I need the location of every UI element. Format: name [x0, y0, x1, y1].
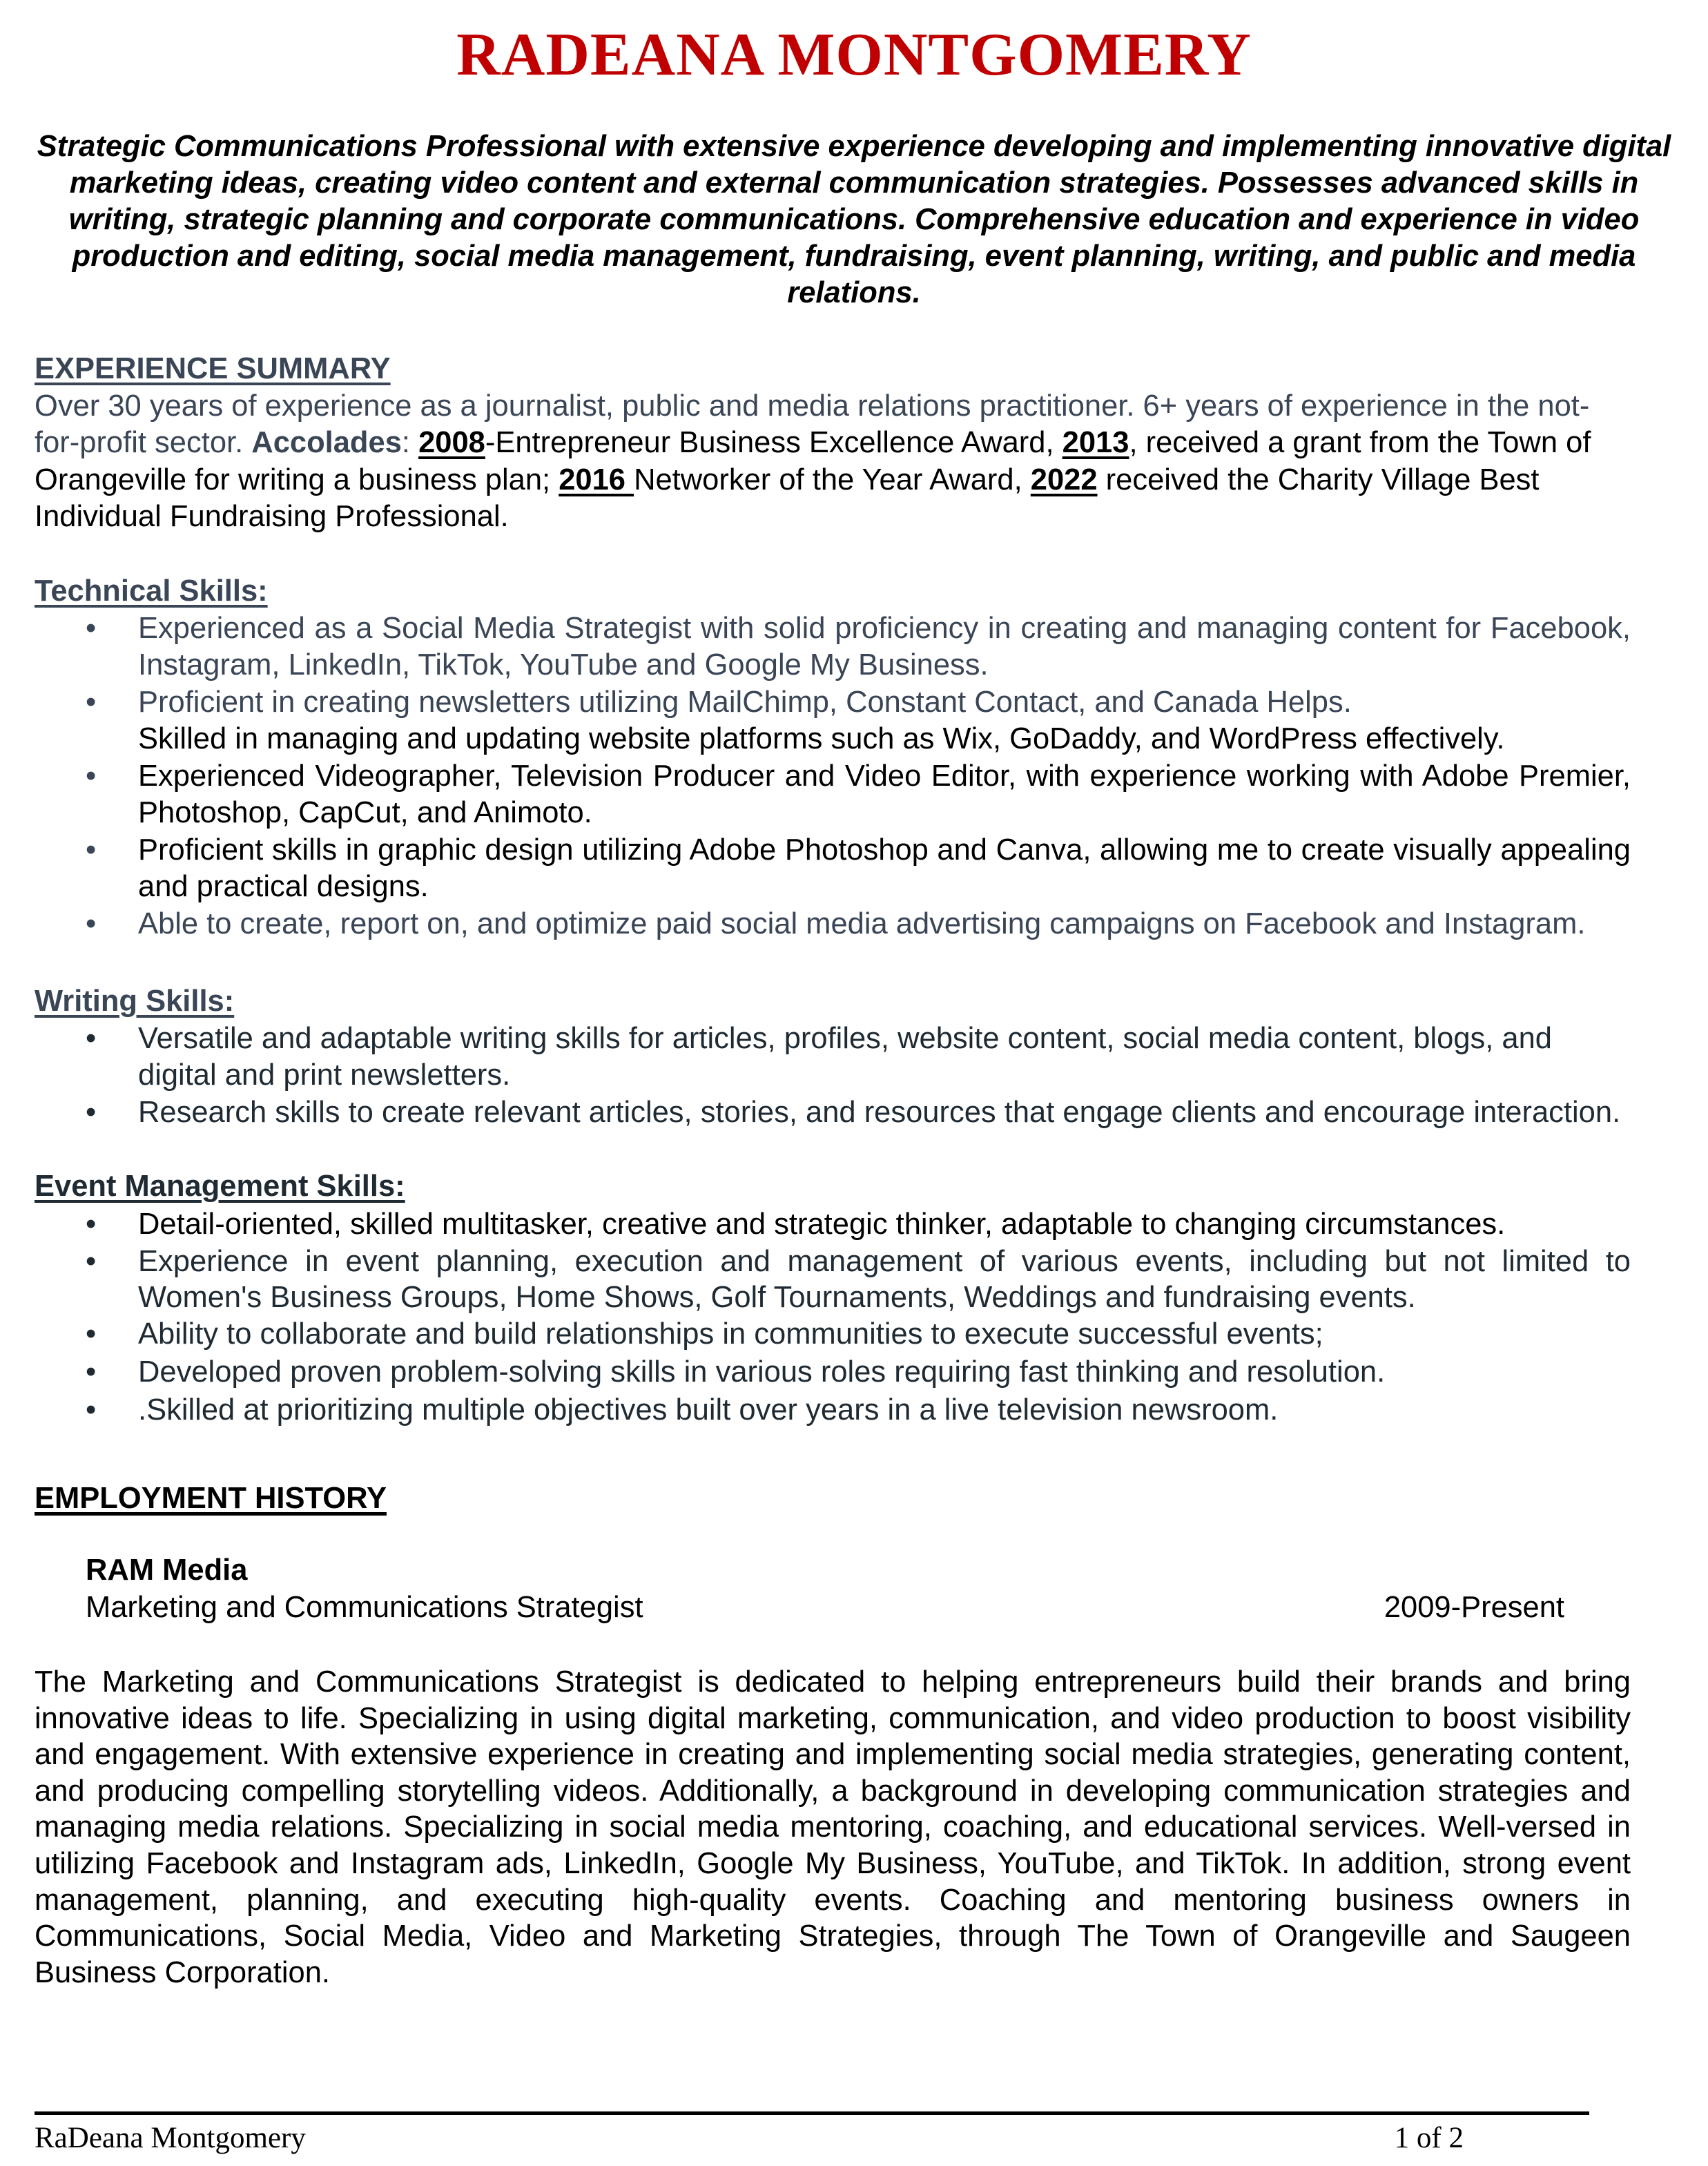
writing-skills-section [35, 983, 1631, 1131]
bullet-icon: • [86, 1393, 97, 1427]
technical-skills-list [35, 610, 1631, 943]
page-footer [35, 2121, 1464, 2155]
writing-skills-list [35, 1021, 1631, 1132]
accolade-2016-text: Networker of the Year Award, [634, 463, 1031, 496]
list-item: • Experienced Videographer, Television Producer and Video Editor, with experience working with Adobe Premier, Photoshop, CapCut, and Animoto. [86, 759, 1631, 829]
event-management-skills-list [35, 1206, 1631, 1429]
job-description: The Marketing and Communications Strategist is dedicated to helping entrepreneurs build their brands and bring innovative ideas to life. Specializing in using digital marketing, communication, and video production to boost visibility and engagement. With extensive experience in creating and implementing social media strategies, generating content, and producing compelling storytelling videos. Additionally, a background in developing communication strategies and managing media relations. Specializing in social media mentoring, coaching, and educational services. Well-versed in utilizing Facebook and Instagram ads, LinkedIn, Google My Business, YouTube, and TikTok. In addition, strong event management, planning, and executing high-quality events. Coaching and mentoring business owners in Communications, Social Media, Video and Marketing Strategies, through The Town of Orangeville and Saugeen Business Corporation. [35, 1665, 1631, 1989]
list-item: • Experience in event planning, execution and management of various events, including but not limited to Women's Business Groups, Home Shows, Golf Tournaments, Weddings and fundraising events. [86, 1244, 1631, 1314]
accolade-2022-text: received the Charity Village Best Individual Fundraising Professional. [35, 463, 1540, 533]
bullet-icon: • [86, 685, 97, 719]
bullet-icon: • [86, 907, 97, 940]
list-item: • Able to create, report on, and optimize paid social media advertising campaigns on Facebook and Instagram. [35, 906, 1631, 943]
professional-summary: Strategic Communications Professional with extensive experience developing and implementing innovative digital marketing ideas, creating video content and external communication strategies. Possesses advanced skills in writing, strategic planning and corporate communications. Comprehensive education and experience in video production and editing, social media management, fundraising, event planning, writing, and public and media relations. [37, 130, 1671, 309]
experience-summary-body [35, 388, 1631, 536]
employment-history-heading: EMPLOYMENT HISTORY [35, 1482, 387, 1515]
experience-intro-text: Over 30 years of experience as a journalist, public and media relations practitioner. 6+ years of experience in the not-for-profit sector. [35, 389, 1590, 459]
list-item: • Proficient skills in graphic design utilizing Adobe Photoshop and Canva, allowing me to create visually appealing and practical designs. [86, 833, 1631, 903]
job-title-row [86, 1591, 1564, 1625]
list-item: • Research skills to create relevant articles, stories, and resources that engage clients and encourage interaction. [35, 1094, 1631, 1132]
list-item: • Ability to collaborate and build relationships in communities to execute successful events; [35, 1315, 1631, 1353]
page-indicator: 1 of 2 [1394, 2122, 1464, 2154]
company-name: RAM Media [86, 1554, 248, 1587]
bullet-icon: • [86, 1317, 97, 1351]
candidate-name: RADEANA MONTGOMERY [456, 21, 1252, 88]
bullet-icon: • [86, 1355, 97, 1389]
list-item: • Proficient in creating newsletters utilizing MailChimp, Constant Contact, and Canada Helps. Skilled in managing and updating website platforms such as Wix, GoDaddy, and WordPress effectively. [35, 684, 1631, 758]
footer-name: RaDeana Montgomery [35, 2122, 306, 2154]
experience-summary-heading: EXPERIENCE SUMMARY [35, 352, 391, 385]
bullet-icon: • [86, 759, 97, 793]
bullet-icon: • [86, 611, 97, 645]
bullet-icon: • [86, 1095, 97, 1129]
accolade-year-2022: 2022 [1030, 463, 1098, 496]
continuation-line: Skilled in managing and updating website platforms such as Wix, GoDaddy, and WordPress effectively. [138, 722, 1505, 755]
bullet-icon: • [86, 1021, 97, 1055]
accolade-year-2013: 2013 [1062, 426, 1129, 459]
footer-divider [35, 2111, 1589, 2115]
writing-skills-heading: Writing Skills: [35, 985, 235, 1018]
list-item: • Experienced as a Social Media Strategist with solid proficiency in creating and managing content for Facebook, Instagram, LinkedIn, TikTok, YouTube and Google My Business. [86, 611, 1631, 681]
bullet-icon: • [86, 1207, 97, 1241]
event-management-skills-section [35, 1168, 1631, 1429]
accolades-label: Accolades [251, 426, 402, 459]
technical-skills-section [35, 573, 1631, 942]
list-item: • .Skilled at prioritizing multiple objectives built over years in a live television newsroom. [35, 1391, 1631, 1429]
list-item: • Versatile and adaptable writing skills for articles, profiles, website content, social media content, blogs, and digital and print newsletters. [86, 1021, 1553, 1092]
accolade-year-2008: 2008 [418, 426, 485, 459]
accolade-2008-text: -Entrepreneur Business Excellence Award, [485, 426, 1062, 459]
accolades-colon: : [401, 426, 419, 459]
job-dates: 2009-Present [1384, 1591, 1564, 1624]
job-title: Marketing and Communications Strategist [86, 1591, 643, 1624]
list-item: • Developed proven problem-solving skills in various roles requiring fast thinking and resolution. [35, 1353, 1631, 1391]
event-management-skills-heading: Event Management Skills: [35, 1170, 405, 1203]
bullet-icon: • [86, 1244, 97, 1278]
bullet-icon: • [86, 833, 97, 867]
technical-skills-heading: Technical Skills: [35, 574, 268, 608]
accolade-2013-text: , received a grant from the Town of Orangeville for writing a business plan; [35, 426, 1591, 496]
experience-summary-section [35, 351, 1631, 536]
accolade-year-2016: 2016 [559, 463, 634, 496]
list-item: • Detail-oriented, skilled multitasker, creative and strategic thinker, adaptable to changing circumstances. [35, 1206, 1631, 1244]
